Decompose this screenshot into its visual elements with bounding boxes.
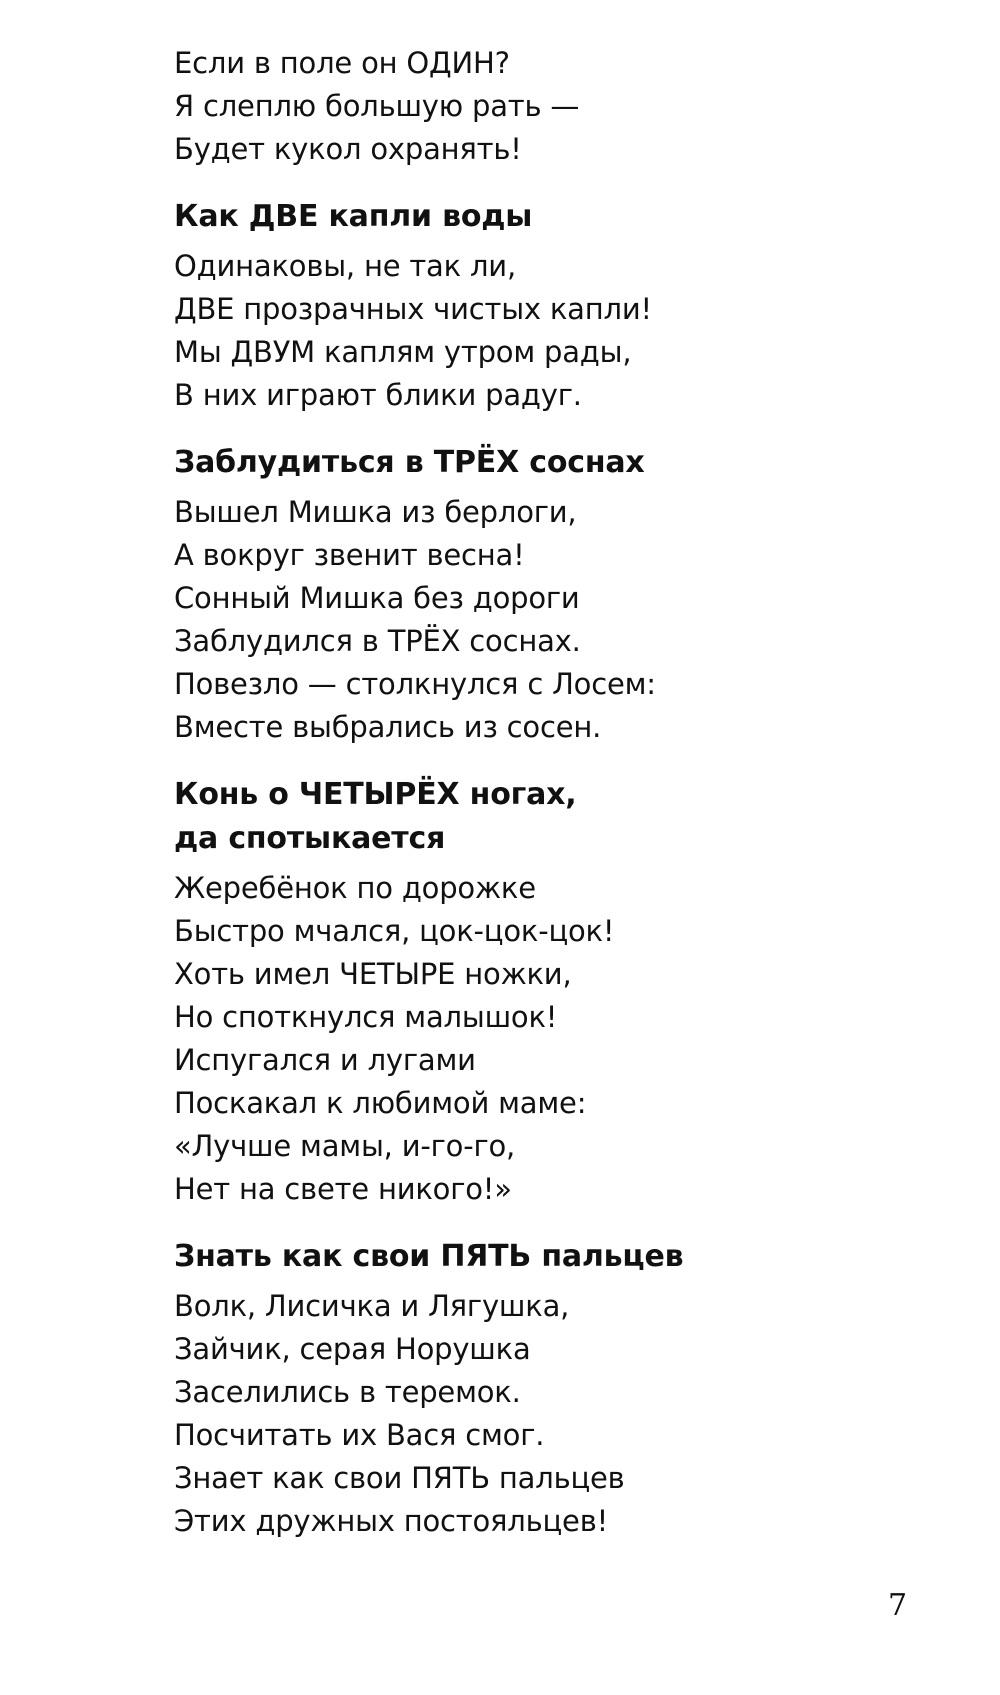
poem-line: Вместе выбрались из сосен. [174, 710, 602, 744]
poem-line: Мы ДВУМ каплям утром рады, [174, 335, 632, 369]
section-heading: Конь о ЧЕТЫРЁХ ногах, [174, 777, 577, 812]
poem-line: Волк, Лисичка и Лягушка, [174, 1289, 570, 1323]
section-heading: да спотыкается [174, 821, 446, 856]
page-content [174, 42, 954, 1543]
poem-line: В них играют блики радуг. [174, 378, 582, 412]
section-heading: Знать как свои ПЯТЬ пальцев [174, 1239, 684, 1274]
poem-line: Быстро мчался, цок-цок-цок! [174, 914, 615, 948]
poem-line: Сонный Мишка без дороги [174, 581, 580, 615]
page-number: 7 [888, 1588, 908, 1623]
intro-stanza [174, 42, 954, 171]
poem-line: Если в поле он ОДИН? [174, 46, 510, 80]
poem-section-five-fingers [174, 1235, 954, 1543]
poem-section-three-pines [174, 441, 954, 749]
poem-line: Нет на свете никого!» [174, 1172, 512, 1206]
poem-line: Этих дружных постояльцев! [174, 1504, 609, 1538]
poem-section-two-drops [174, 195, 954, 417]
poem-line: Хоть имел ЧЕТЫРЕ ножки, [174, 957, 572, 991]
poem-line: ДВЕ прозрачных чистых капли! [174, 292, 652, 326]
poem-line: Знает как свои ПЯТЬ пальцев [174, 1461, 625, 1495]
poem-line: Но споткнулся малышок! [174, 1000, 558, 1034]
poem-line: Посчитать их Вася смог. [174, 1418, 545, 1452]
poem-section-four-legs [174, 773, 954, 1211]
poem-line: Будет кукол охранять! [174, 132, 522, 166]
section-heading: Как ДВЕ капли воды [174, 199, 533, 234]
poem-line: Заблудился в ТРЁХ соснах. [174, 624, 581, 658]
poem-line: Я слеплю большую рать — [174, 89, 580, 123]
poem-line: Повезло — столкнулся с Лосем: [174, 667, 656, 701]
poem-line: «Лучше мамы, и-го-го, [174, 1129, 516, 1163]
poem-line: Одинаковы, не так ли, [174, 249, 516, 283]
section-heading: Заблудиться в ТРЁХ соснах [174, 445, 645, 480]
poem-line: Испугался и лугами [174, 1043, 476, 1077]
poem-line: Поскакал к любимой маме: [174, 1086, 587, 1120]
poem-line: Вышел Мишка из берлоги, [174, 495, 577, 529]
poem-line: Жеребёнок по дорожке [174, 871, 536, 905]
poem-line: Заселились в теремок. [174, 1375, 521, 1409]
poem-line: Зайчик, серая Норушка [174, 1332, 531, 1366]
poem-line: А вокруг звенит весна! [174, 538, 525, 572]
